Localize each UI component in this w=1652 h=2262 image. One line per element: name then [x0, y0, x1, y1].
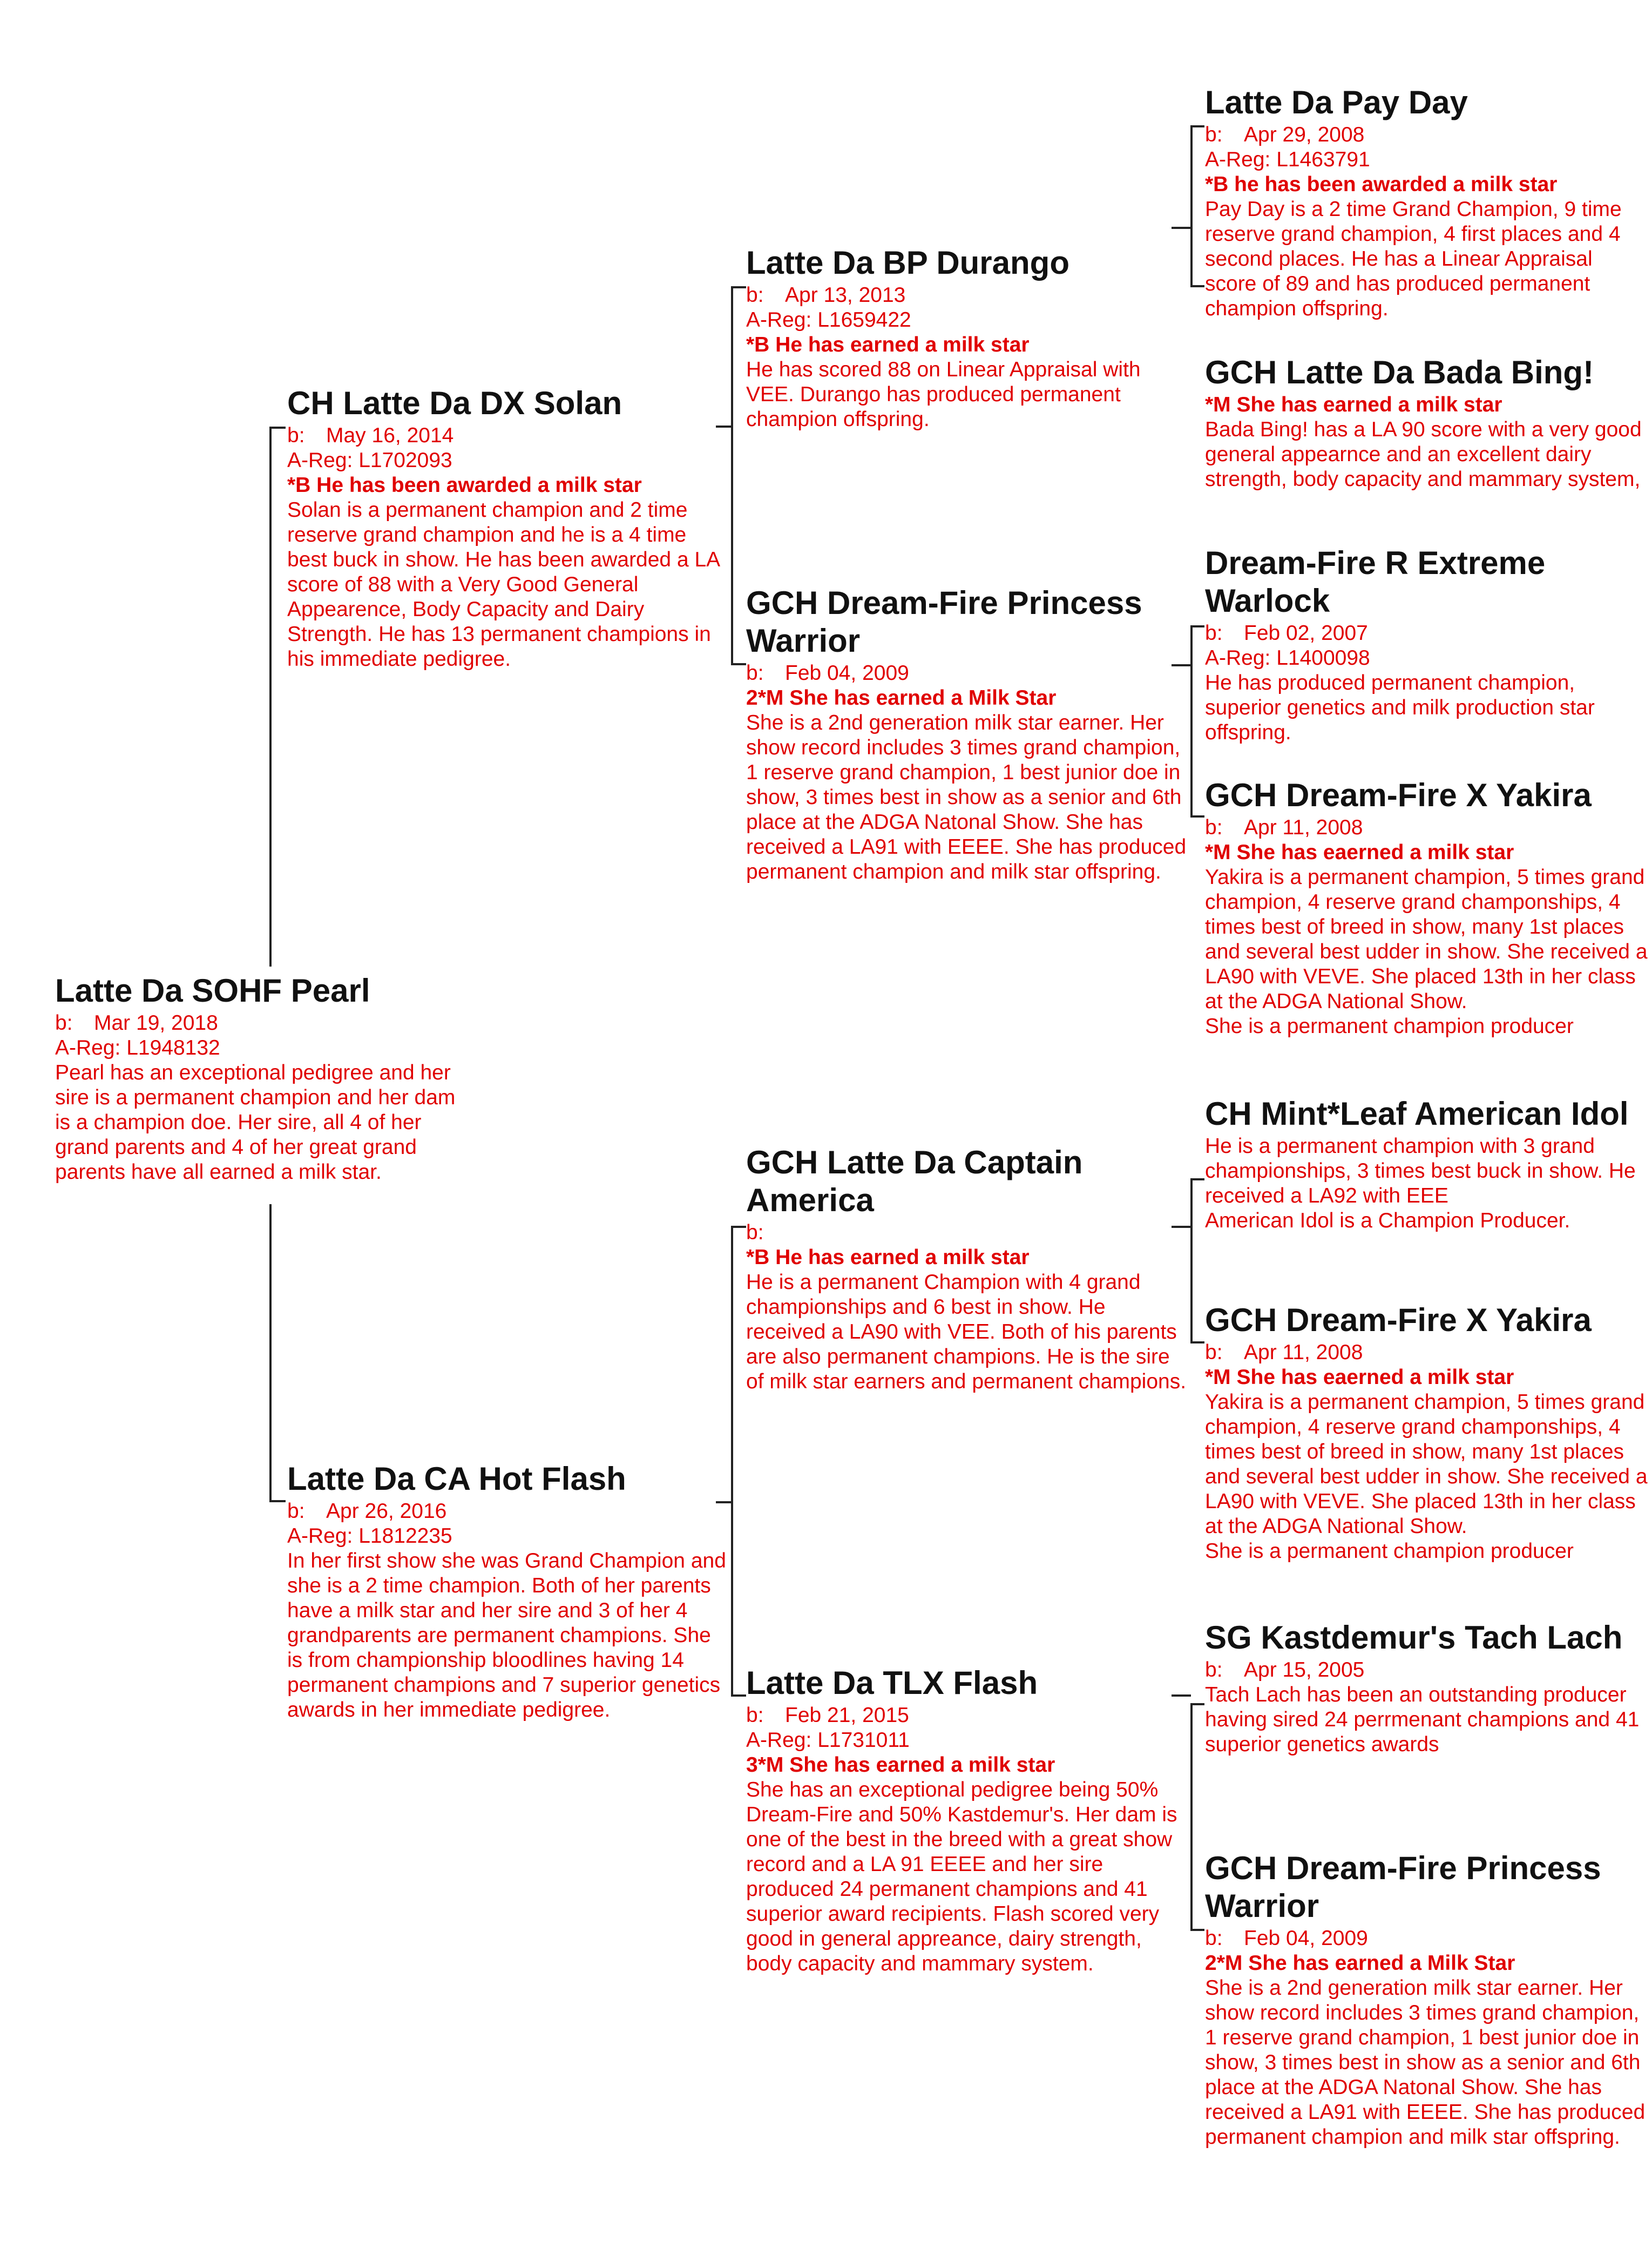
milk-star: *B He has been awarded a milk star [287, 474, 642, 497]
description: He has produced permanent champion, superior genetics and milk production star offspring. [1205, 671, 1595, 744]
description: Pay Day is a 2 time Grand Champion, 9 time reserve grand champion, 4 first places and 4 second places. He has a Linear Appraisal score of 89 and has produced permanent champion offspring. [1205, 198, 1622, 320]
dam-dam-animal [746, 1664, 1189, 1976]
description: He has scored 88 on Linear Appraisal with VEE. Durango has produced permanent champion offspring. [746, 358, 1141, 431]
connector-line [269, 427, 272, 967]
dam-animal [287, 1460, 730, 1723]
birth-date [1205, 1340, 1648, 1365]
birth-value: Apr 15, 2005 [1244, 1658, 1365, 1682]
birth-date [1205, 1926, 1648, 1951]
ssd-animal [1205, 354, 1648, 492]
birth-date [746, 661, 1189, 686]
birth-date [55, 1011, 476, 1036]
registration: A-Reg: L1463791 [1205, 148, 1370, 171]
connector-line [1190, 285, 1204, 287]
milk-star: 2*M She has earned a Milk Star [746, 686, 1057, 710]
birth-value: Apr 29, 2008 [1244, 123, 1365, 146]
birth-value: Feb 04, 2009 [785, 661, 909, 685]
birth-label: b: [287, 424, 305, 447]
registration: A-Reg: L1812235 [287, 1524, 452, 1548]
registration: A-Reg: L1659422 [746, 308, 911, 332]
birth-date [287, 1499, 730, 1524]
connector-line [1190, 815, 1204, 818]
connector-line [731, 286, 733, 664]
description: Solan is a permanent champion and 2 time reserve grand champion and he is a 4 time best buck in show. He has been awarded a LA score of 88 with a Very Good General Appearence, Body Capacity and Dairy Strength. He has 13 permanent champions in his immediate pedigree. [287, 498, 720, 671]
birth-date [746, 283, 1189, 308]
birth-date [746, 1703, 1189, 1728]
milk-star: 3*M She has earned a milk star [746, 1753, 1055, 1777]
birth-label: b: [746, 1704, 764, 1727]
connector-line [1190, 1178, 1204, 1180]
connector-line [1190, 1703, 1204, 1705]
birth-date [746, 1220, 1189, 1245]
milk-star: *M She has eaerned a milk star [1205, 1366, 1514, 1389]
connector-line [269, 427, 286, 429]
milk-star: *M She has eaerned a milk star [1205, 841, 1514, 864]
description: Yakira is a permanent champion, 5 times grand champion, 4 reserve grand champonships, 4 times best of breed in show, many 1st places and several best udder in show. She received a LA90 with VEVE. She placed 13th in her class at the ADGA National Show. [1205, 1390, 1648, 1538]
milk-star: *B He has earned a milk star [746, 333, 1030, 356]
description: Yakira is a permanent champion, 5 times grand champion, 4 reserve grand champonships, 4 times best of breed in show, many 1st places and several best udder in show. She received a LA90 with VEVE. She placed 13th in her class at the ADGA National Show. [1205, 866, 1648, 1013]
description: She is a 2nd generation milk star earner. Her show record includes 3 times grand champion, 1 reserve grand champion, 1 best junior doe in show, 3 times best in show as a senior and 6th place at the ADGA Natonal Show. She has received a LA91 with EEEE. She has produced permanent champion and milk star offspring. [1205, 1976, 1646, 2149]
ddd-animal [1205, 1849, 1648, 2150]
birth-value: Apr 13, 2013 [785, 283, 906, 307]
animal-name: GCH Dream-Fire Princess Warrior [746, 585, 1142, 659]
birth-value: Feb 04, 2009 [1244, 1927, 1368, 1950]
connector-line [731, 1694, 746, 1697]
birth-label: b: [287, 1500, 305, 1523]
birth-label: b: [55, 1011, 73, 1035]
sds-animal [1205, 544, 1648, 745]
birth-label: b: [1205, 123, 1223, 146]
description: He is a permanent Champion with 4 grand championships and 6 best in show. He received a LA90 with VEE. Both of his parents are also permanent champions. He is the sire of milk star earners and permanent champions. [746, 1271, 1187, 1393]
connector-line [1190, 125, 1193, 287]
animal-name: GCH Dream-Fire X Yakira [1205, 777, 1592, 813]
animal-name: Latte Da CA Hot Flash [287, 1461, 626, 1497]
animal-name: CH Mint*Leaf American Idol [1205, 1096, 1629, 1132]
birth-date [1205, 621, 1648, 646]
connector-line [269, 1500, 286, 1502]
dss-animal [1205, 1095, 1648, 1233]
birth-value: Mar 19, 2018 [94, 1011, 218, 1035]
birth-value: Apr 11, 2008 [1244, 816, 1363, 839]
dam-sire-animal [746, 1144, 1189, 1394]
connector-line [1190, 1929, 1204, 1931]
birth-label: b: [1205, 1658, 1223, 1682]
birth-label: b: [746, 1221, 764, 1244]
connector-line [731, 1226, 746, 1228]
animal-name: CH Latte Da DX Solan [287, 385, 622, 421]
dsd-animal [1205, 1301, 1648, 1564]
birth-value: Apr 11, 2008 [1244, 1341, 1363, 1364]
description: Pearl has an exceptional pedigree and her sire is a permanent champion and her dam is a champion doe. Her sire, all 4 of her grand parents and 4 of her great grand parents have all earned a milk star. [55, 1061, 456, 1184]
birth-label: b: [1205, 1341, 1223, 1364]
birth-value: May 16, 2014 [326, 424, 454, 447]
description: She has an exceptional pedigree being 50% Dream-Fire and 50% Kastdemur's. Her dam is one of the best in the breed with a great show record and a LA 91 EEEE and her sire produced 24 permanent champions and 41 superior award recipients. Flash scored very good in general appreance, dairy strength, body capacity and mammary system. [746, 1778, 1177, 1975]
birth-label: b: [746, 661, 764, 685]
animal-name: GCH Latte Da Bada Bing! [1205, 354, 1594, 390]
connector-line [1190, 1178, 1193, 1343]
description: In her first show she was Grand Champion and she is a 2 time champion. Both of her parents have a milk star and her sire and 3 of her 4 grandparents are permanent champions. She is from championship bloodlines having 14 permanent champions and 7 superior genetics awards in her immediate pedigree. [287, 1549, 726, 1721]
birth-label: b: [1205, 1927, 1223, 1950]
sdd-animal [1205, 776, 1648, 1039]
birth-date [1205, 815, 1648, 840]
birth-value: Feb 02, 2007 [1244, 622, 1368, 645]
description: Bada Bing! has a LA 90 score with a very good general appearnce and an excellent dairy strength, body capacity and mammary system, [1205, 418, 1642, 491]
animal-name: Latte Da SOHF Pearl [55, 973, 370, 1009]
sss-animal [1205, 84, 1648, 321]
animal-name: GCH Latte Da Captain America [746, 1144, 1083, 1218]
connector-line [731, 1226, 733, 1696]
description: Tach Lach has been an outstanding producer having sired 24 perrmenant champions and 41 superior genetics awards [1205, 1683, 1640, 1756]
connector-line [1190, 125, 1204, 127]
birth-label: b: [1205, 622, 1223, 645]
birth-label: b: [746, 283, 764, 307]
connector-line [1190, 1341, 1204, 1343]
connector-line [1172, 227, 1191, 229]
birth-date [1205, 123, 1648, 147]
birth-value: Feb 21, 2015 [785, 1704, 909, 1727]
birth-value: Apr 26, 2016 [326, 1500, 447, 1523]
description-extra: American Idol is a Champion Producer. [1205, 1209, 1570, 1232]
birth-label: b: [1205, 816, 1223, 839]
milk-star: *B he has been awarded a milk star [1205, 173, 1558, 196]
sire-dam-animal [746, 584, 1189, 884]
birth-date [287, 423, 730, 448]
connector-line [1190, 625, 1193, 817]
animal-name: Latte Da TLX Flash [746, 1665, 1038, 1701]
animal-name: SG Kastdemur's Tach Lach [1205, 1619, 1623, 1656]
subject-animal [55, 972, 476, 1185]
connector-line [731, 663, 746, 665]
milk-star: *M She has earned a milk star [1205, 393, 1502, 416]
registration: A-Reg: L1731011 [746, 1728, 910, 1752]
animal-name: GCH Dream-Fire Princess Warrior [1205, 1850, 1601, 1924]
connector-line [731, 286, 746, 288]
milk-star: *B He has earned a milk star [746, 1246, 1030, 1269]
description-extra: She is a permanent champion producer [1205, 1539, 1574, 1563]
animal-name: Latte Da Pay Day [1205, 84, 1468, 120]
connector-line [1190, 1703, 1193, 1930]
description-extra: She is a permanent champion producer [1205, 1015, 1574, 1038]
dds-animal [1205, 1619, 1648, 1757]
description: She is a 2nd generation milk star earner. Her show record includes 3 times grand champion, 1 reserve grand champion, 1 best junior doe in show, 3 times best in show as a senior and 6th place at the ADGA Natonal Show. She has received a LA91 with EEEE. She has produced permanent champion and milk star offspring. [746, 711, 1187, 883]
registration: A-Reg: L1400098 [1205, 646, 1370, 670]
animal-name: GCH Dream-Fire X Yakira [1205, 1302, 1592, 1338]
animal-name: Latte Da BP Durango [746, 245, 1069, 281]
connector-line [1190, 625, 1204, 627]
registration: A-Reg: L1948132 [55, 1036, 220, 1059]
sire-animal [287, 384, 730, 672]
milk-star: 2*M She has earned a Milk Star [1205, 1952, 1515, 1975]
registration: A-Reg: L1702093 [287, 449, 452, 472]
animal-name: Dream-Fire R Extreme Warlock [1205, 545, 1546, 619]
connector-line [269, 1204, 272, 1501]
description: He is a permanent champion with 3 grand championships, 3 times best buck in show. He received a LA92 with EEE [1205, 1135, 1636, 1207]
birth-date [1205, 1658, 1648, 1683]
sire-sire-animal [746, 244, 1189, 432]
